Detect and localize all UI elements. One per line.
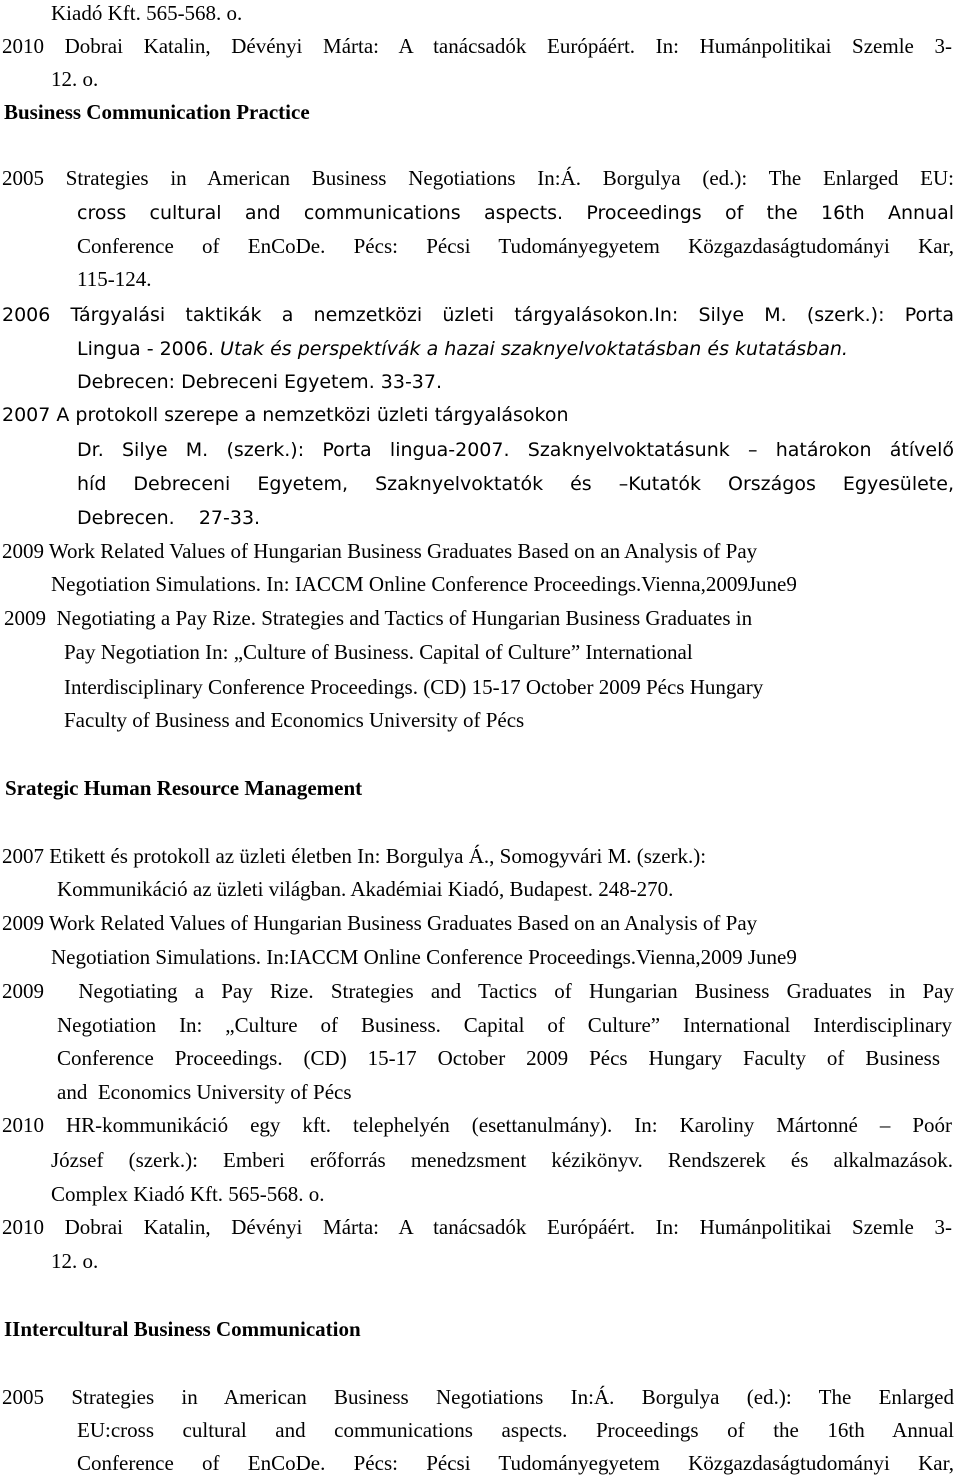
reference-line: 2009 Negotiating a Pay Rize. Strategies and Tactics of Hungarian Business Graduates in [4,606,753,630]
reference-line: 2010 Dobrai Katalin, Dévényi Márta: A tanácsadók Európáért. In: Humánpolitikai Szemle 3- [2,34,952,58]
italic-title: Utak és perspektívák a hazai szaknyelvoktatásban és kutatásban. [220,338,848,360]
reference-line: Negotiation Simulations. In:IACCM Online Conference Proceedings.Vienna,2009 June9 [51,945,797,969]
reference-line: 2009 Work Related Values of Hungarian Business Graduates Based on an Analysis of Pay [2,539,758,563]
reference-line: Pay Negotiation In: „Culture of Business. Capital of Culture” International [64,640,693,664]
reference-line: Conference of EnCoDe. Pécs: Pécsi Tudományegyetem Közgazdaságtudományi Kar, [77,1451,954,1475]
reference-line: 2010 HR-kommunikáció egy kft. telephelyén (esettanulmány). In: Karoliny Mártonné – Poór [2,1113,952,1137]
reference-line: Conference of EnCoDe. Pécs: Pécsi Tudományegyetem Közgazdaságtudományi Kar, [77,234,954,258]
reference-line: Conference Proceedings. (CD) 15-17 October 2009 Pécs Hungary Faculty of Business [57,1046,940,1070]
reference-line: 12. o. [51,1249,99,1273]
reference-line: 2009 Work Related Values of Hungarian Business Graduates Based on an Analysis of Pay [2,911,758,935]
reference-line: Complex Kiadó Kft. 565-568. o. [51,1182,325,1206]
reference-line: Negotiation Simulations. In: IACCM Online Conference Proceedings.Vienna,2009June9 [51,572,797,596]
section-heading: Business Communication Practice [4,100,310,124]
reference-line: Debrecen: Debreceni Egyetem. 33-37. [77,371,443,393]
reference-line: and Economics University of Pécs [57,1080,352,1104]
reference-line: 2009 Negotiating a Pay Rize. Strategies and Tactics of Hungarian Business Graduates in Pay [2,979,954,1003]
reference-line: Interdisciplinary Conference Proceedings. (CD) 15-17 October 2009 Pécs Hungary [64,675,764,699]
reference-line: 12. o. [51,67,99,91]
reference-line [77,336,848,362]
reference-line: 2006 Tárgyalási taktikák a nemzetközi üzleti tárgyalásokon.In: Silye M. (szerk.): Porta [2,304,954,326]
reference-line: híd Debreceni Egyetem, Szaknyelvoktatók és –Kutatók Országos Egyesülete, [77,473,954,495]
section-heading: IIntercultural Business Communication [4,1317,361,1341]
reference-line: 115-124. [77,267,152,291]
reference-line: Faculty of Business and Economics University of Pécs [64,708,525,732]
reference-line: 2005 Strategies in American Business Negotiations In:Á. Borgulya (ed.): The Enlarged [2,1385,954,1409]
reference-line: József (szerk.): Emberi erőforrás menedzsment kézikönyv. Rendszerek és alkalmazások. [51,1148,953,1172]
reference-line: 2010 Dobrai Katalin, Dévényi Márta: A tanácsadók Európáért. In: Humánpolitikai Szemle 3- [2,1215,952,1239]
reference-text: Lingua - 2006. [77,338,214,360]
reference-line: Dr. Silye M. (szerk.): Porta lingua-2007. Szaknyelvoktatásunk – határokon átívelő [77,439,954,461]
reference-line: EU:cross cultural and communications aspects. Proceedings of the 16th Annual [77,1418,954,1442]
reference-line: Kiadó Kft. 565-568. o. [51,1,243,25]
reference-line: 2007 A protokoll szerepe a nemzetközi üzleti tárgyalásokon [2,404,569,426]
reference-line: cross cultural and communications aspects. Proceedings of the 16th Annual [77,202,954,224]
reference-line: Kommunikáció az üzleti világban. Akadémiai Kiadó, Budapest. 248-270. [57,877,674,901]
reference-line: 2007 Etikett és protokoll az üzleti életben In: Borgulya Á., Somogyvári M. (szerk.): [2,844,707,868]
reference-line: Negotiation In: „Culture of Business. Capital of Culture” International Interdisciplinary [57,1013,952,1037]
section-heading: Srategic Human Resource Management [5,776,363,800]
reference-line: 2005 Strategies in American Business Negotiations In:Á. Borgulya (ed.): The Enlarged EU: [2,166,954,190]
reference-line: Debrecen. 27-33. [77,507,261,529]
